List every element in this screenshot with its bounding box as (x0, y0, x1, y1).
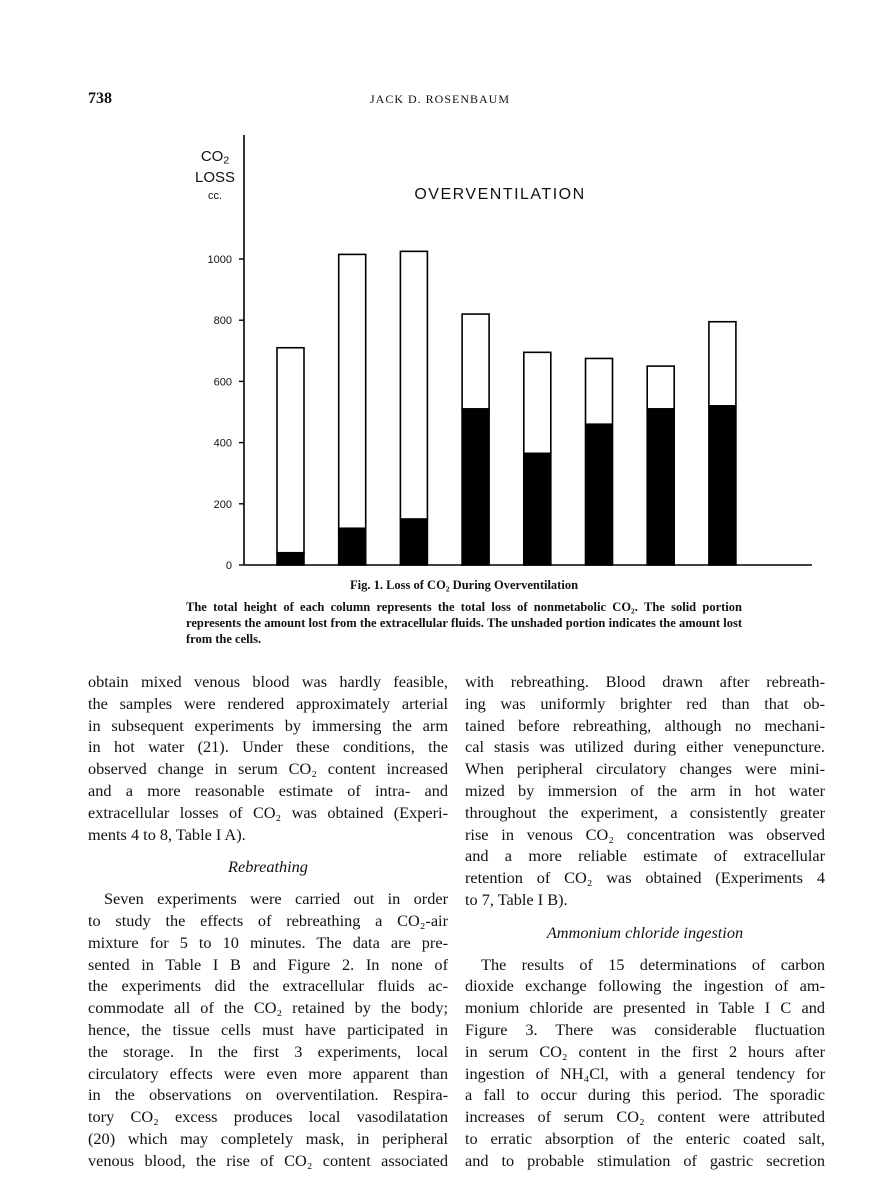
text-line: in hot water (21). Under these conditions, the (88, 737, 448, 757)
text-line: and to probable stimulation of gastric secretion (465, 1150, 825, 1170)
text-line: dioxide exchange following the ingestion of am- (465, 976, 825, 996)
text-line: the samples were rendered approximately arterial (88, 693, 448, 713)
text-line: cal stasis was utilized during either venepuncture. (465, 737, 825, 757)
y-axis-label-loss: LOSS (194, 169, 236, 186)
section-heading: Rebreathing (228, 857, 308, 877)
bar-solid-portion (400, 519, 427, 565)
bar-solid-portion (339, 528, 366, 565)
bar-solid-portion (277, 553, 304, 565)
text-line: venous blood, the rise of CO₂ content associated (88, 1150, 448, 1170)
figure-caption-title: Fig. 1. Loss of CO₂ During Overventilation (349, 578, 579, 592)
text-line: mized by immersion of the arm in hot water (465, 780, 825, 800)
text-line: When peripheral circulatory changes were mini- (465, 759, 825, 779)
bar-solid-portion (586, 424, 613, 565)
chart-title: OVERVENTILATION (414, 186, 586, 203)
text-line: tained before rebreathing, although no mechani- (465, 715, 825, 735)
bar-unshaded-portion (524, 352, 551, 453)
y-axis-label-sub: 2 (223, 154, 230, 167)
text-line: rise in venous CO₂ concentration was observed (465, 824, 825, 844)
text-line: mixture for 5 to 10 minutes. The data are pre- (88, 932, 448, 952)
bar-unshaded-portion (400, 251, 427, 519)
text-line: extracellular losses of CO₂ was obtained (Experi- (88, 802, 448, 822)
text-line: in subsequent experiments by immersing the arm (88, 715, 448, 735)
text-line: monium chloride are presented in Table I C and (465, 998, 825, 1018)
text-line: Figure 3. There was considerable fluctuation (465, 1019, 825, 1039)
running-head: JACK D. ROSENBAUM (369, 92, 511, 106)
text-line: in the observations on overventilation. Respira- (88, 1085, 448, 1105)
bar-solid-portion (709, 406, 736, 565)
bar-unshaded-portion (647, 366, 674, 409)
text-line: a fall to occur during this period. The sporadic (465, 1085, 825, 1105)
y-tick-label: 400 (213, 437, 232, 450)
text-line: commodate all of the CO₂ retained by the body; (88, 998, 448, 1018)
text-line: increases of serum CO₂ content were attributed (465, 1107, 825, 1127)
y-tick-label: 1000 (207, 254, 232, 266)
text-line: with rebreathing. Blood drawn after rebreath- (465, 672, 825, 691)
y-axis-label-co: CO (200, 148, 224, 165)
bar-unshaded-portion (277, 348, 304, 553)
text-line: ing was uniformly brighter red than that ob- (465, 693, 825, 713)
section-heading: Ammonium chloride ingestion (546, 922, 744, 942)
right-text-column (465, 671, 825, 1172)
y-tick-label: 800 (213, 315, 232, 328)
text-line: retention of CO₂ was obtained (Experiments 4 (465, 868, 825, 888)
text-line: to study the effects of rebreathing a CO₂-air (88, 910, 448, 930)
bar-unshaded-portion (462, 314, 489, 409)
left-text-column (88, 671, 448, 1172)
text-line: Seven experiments were carried out in order (104, 889, 448, 909)
text-line: the experiments did the extracellular fluids ac- (88, 976, 448, 996)
bar-solid-portion (647, 409, 674, 565)
text-line: tory CO₂ excess produces local vasodilatation (88, 1107, 448, 1127)
bar-unshaded-portion (339, 254, 366, 528)
text-line: to erratic absorption of the enteric coated salt, (465, 1128, 825, 1148)
bar-solid-portion (462, 409, 489, 565)
text-line: observed change in serum CO₂ content increased (88, 759, 448, 779)
text-line: in serum CO₂ content in the first 2 hours after (465, 1041, 825, 1061)
text-line: hence, the tissue cells must have participated in (88, 1019, 448, 1039)
text-line: to 7, Table I B). (465, 889, 568, 909)
bar-solid-portion (524, 453, 551, 565)
y-tick-label: 0 (225, 560, 232, 572)
bar-unshaded-portion (586, 358, 613, 424)
y-tick-label: 600 (213, 376, 232, 389)
y-axis-label-unit: cc. (207, 190, 223, 202)
text-line: and a more reasonable estimate of intra- and (88, 780, 448, 800)
page-number: 738 (88, 90, 112, 107)
text-line: and a more reliable estimate of extracellular (465, 846, 825, 866)
text-line: ingestion of NH₄Cl, with a general tendency for (465, 1063, 825, 1083)
text-line: throughout the experiment, a consistently greater (465, 802, 825, 822)
text-line: the storage. In the first 3 experiments, local (88, 1041, 448, 1061)
bar-unshaded-portion (709, 322, 736, 406)
text-line: circulatory effects were even more apparent than (88, 1063, 448, 1083)
text-line: sented in Table I B and Figure 2. In none of (88, 954, 448, 974)
text-line: ments 4 to 8, Table I A). (88, 824, 246, 844)
figure-caption-body: The total height of each column represents the total loss of nonmetabolic CO₂. The solid portion represents the amount lost from the extracellular fluids. The unshaded portion indicates the amount lost from the cells. (186, 600, 742, 646)
text-line: The results of 15 determinations of carbon (481, 954, 825, 974)
text-line: obtain mixed venous blood was hardly feasible, (88, 672, 448, 691)
y-tick-label: 200 (213, 498, 232, 511)
text-line: (20) which may completely mask, in peripheral (88, 1128, 448, 1148)
